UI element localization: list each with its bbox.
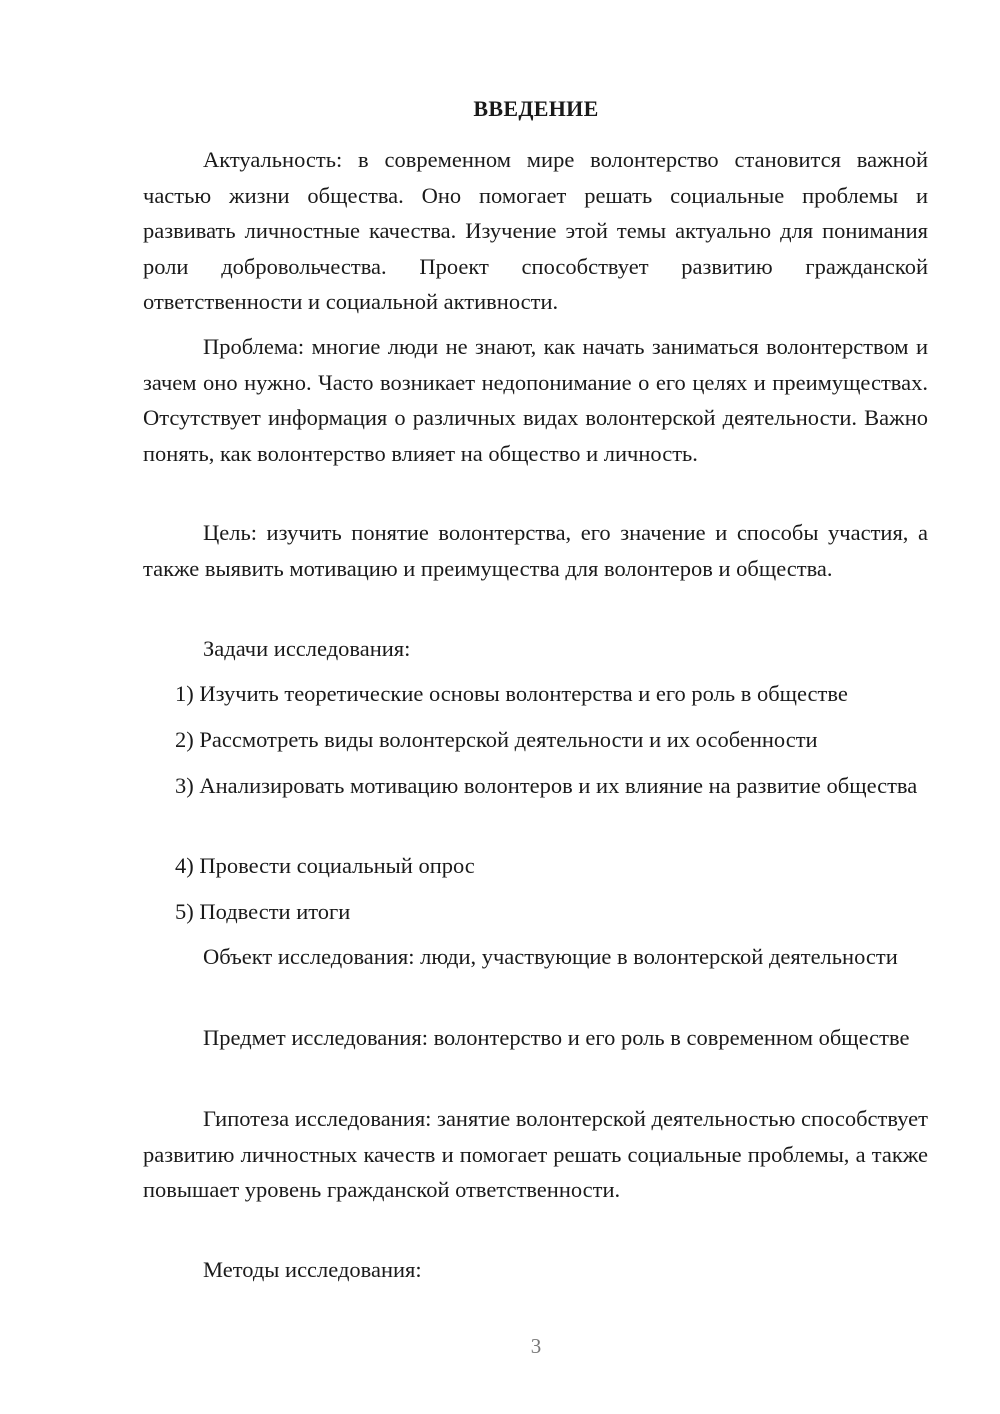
- paragraph-problem: Проблема: многие люди не знают, как начать заниматься волонтерством и зачем оно нужно. Часто возникает недопонимание о его целях и преимуществах. Отсутствует информация о различных видах волонтерской деятельности. Важно понять, как волонтерство влияет на общество и личность.: [143, 334, 928, 466]
- task-item: 2) Рассмотреть виды волонтерской деятельности и их особенности: [175, 727, 818, 752]
- task-item: 5) Подвести итоги: [175, 899, 351, 924]
- task-item: 4) Провести социальный опрос: [175, 853, 475, 878]
- paragraph-goal: Цель: изучить понятие волонтерства, его значение и способы участия, а также выявить мотивацию и преимущества для волонтеров и общества.: [143, 520, 928, 581]
- paragraph-hypothesis: Гипотеза исследования: занятие волонтерской деятельностью способствует развитию личностных качеств и помогает решать социальные проблемы, а также повышает уровень гражданской ответственности.: [143, 1106, 928, 1202]
- task-item: 1) Изучить теоретические основы волонтерства и его роль в обществе: [175, 681, 848, 706]
- methods-heading: Методы исследования:: [203, 1257, 422, 1282]
- paragraph-relevance: Актуальность: в современном мире волонтерство становится важной частью жизни общества. Оно помогает решать социальные проблемы и развивать личностные качества. Изучение этой темы актуально для понимания роли добровольчества. Проект способствует развитию гражданской ответственности и социальной активности.: [143, 147, 928, 314]
- paragraph-subject: Предмет исследования: волонтерство и его роль в современном обществе: [203, 1025, 910, 1050]
- task-item: 3) Анализировать мотивацию волонтеров и их влияние на развитие общества: [175, 773, 918, 798]
- paragraph-object: Объект исследования: люди, участвующие в волонтерской деятельности: [203, 944, 898, 969]
- tasks-heading: Задачи исследования:: [203, 636, 411, 661]
- page-number: 3: [530, 1334, 542, 1358]
- page-title: ВВЕДЕНИЕ: [473, 96, 599, 121]
